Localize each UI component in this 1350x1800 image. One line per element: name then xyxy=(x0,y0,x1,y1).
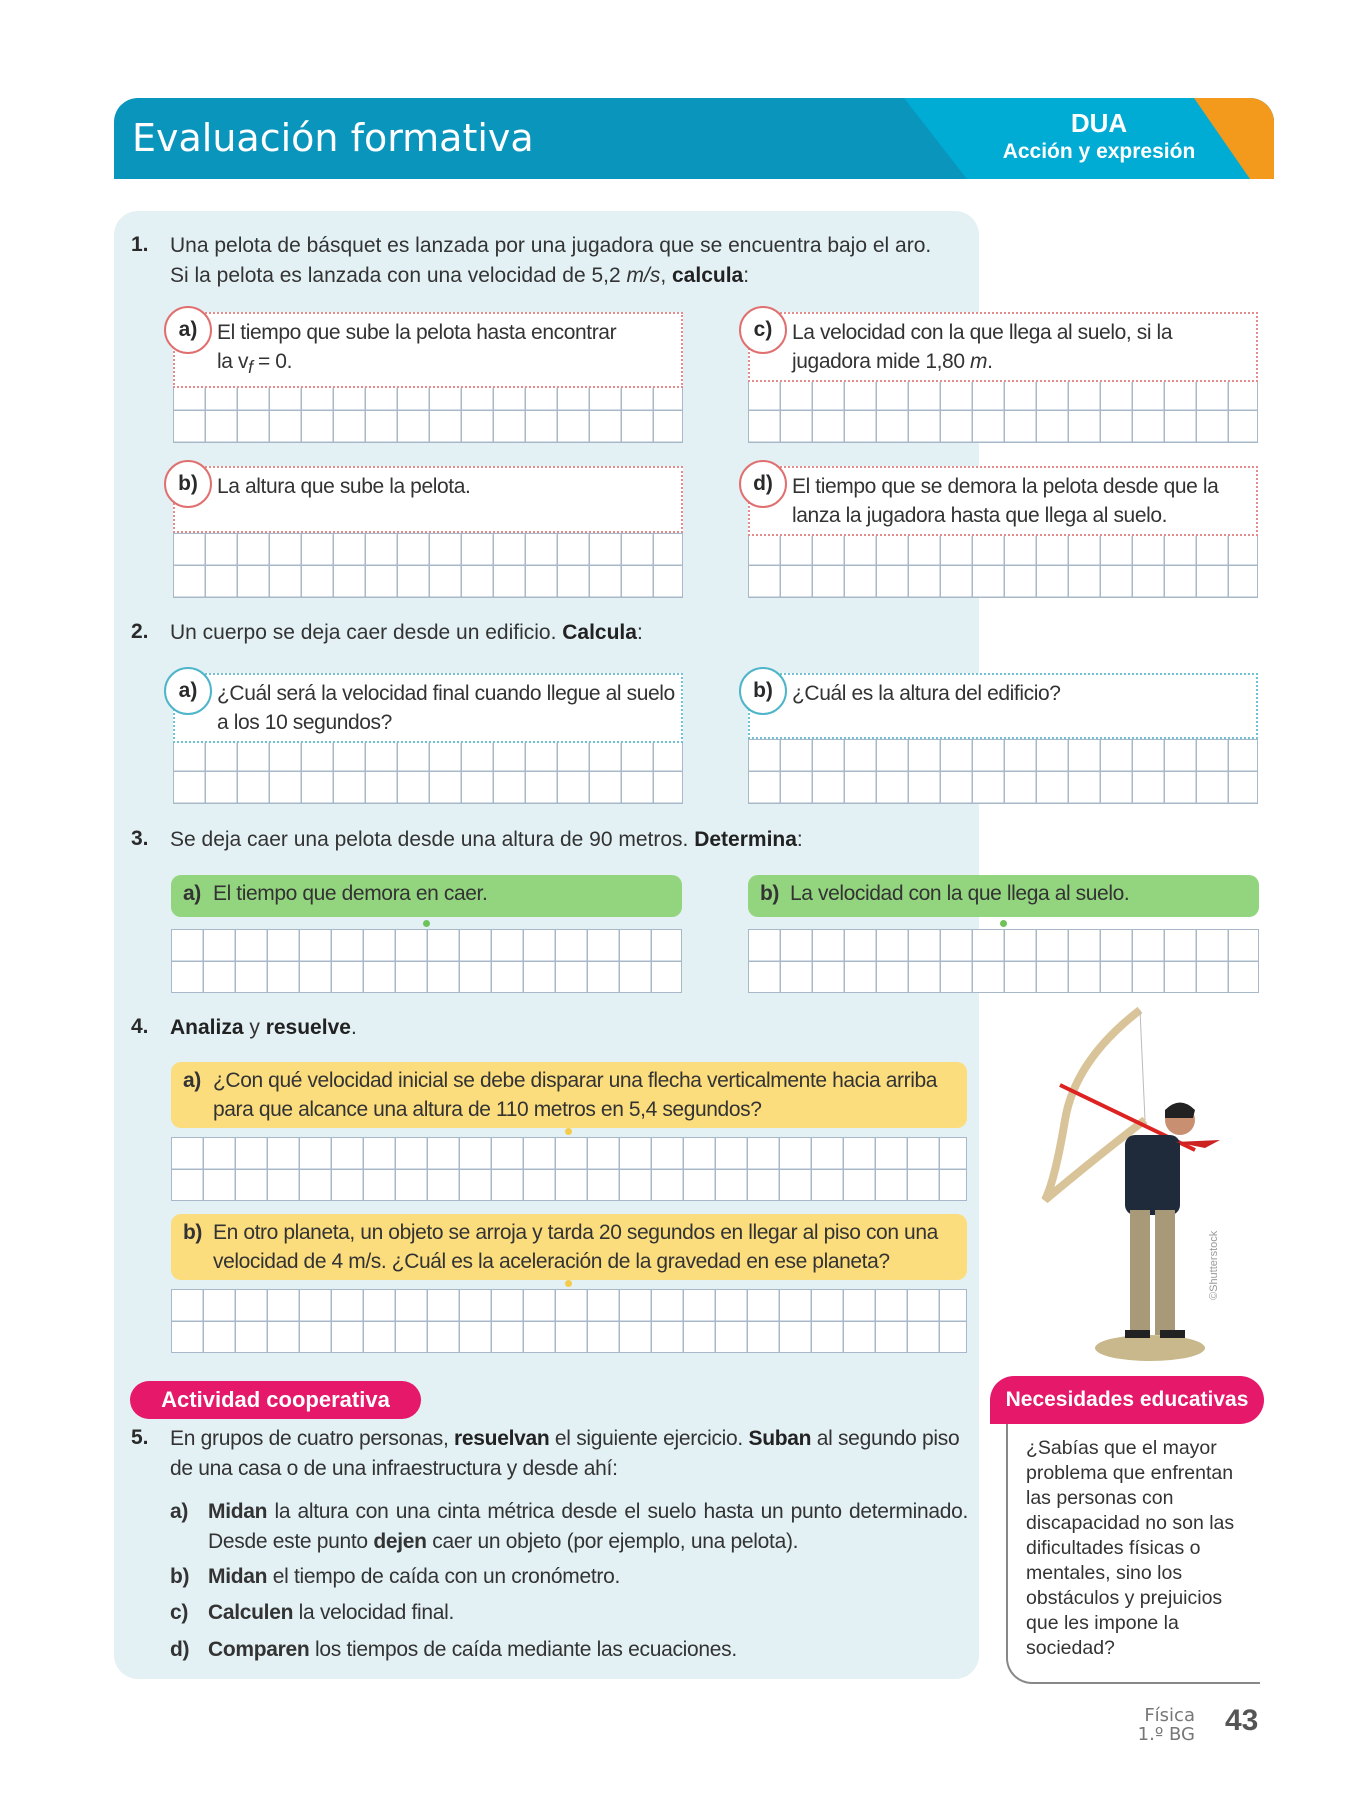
cooperative-activity-badge: Actividad cooperativa xyxy=(130,1381,421,1419)
dua-label: DUA xyxy=(1070,108,1128,138)
q2b-prompt: ¿Cuál es la altura del edificio? xyxy=(748,673,1258,739)
q1a-text2: la v xyxy=(217,350,249,373)
dua-subtitle: Acción y expresión xyxy=(1002,140,1196,163)
connector-dot xyxy=(1000,920,1007,927)
q1-line1: Una pelota de básquet es lanzada por una jugadora que se encuentra bajo el aro. xyxy=(170,234,932,257)
q4b-prompt xyxy=(171,1214,967,1280)
page-number: 43 xyxy=(1225,1704,1259,1737)
colon: : xyxy=(743,264,750,287)
subscript: f xyxy=(248,357,253,378)
q1a-text3: = 0. xyxy=(252,350,293,373)
answer-grid[interactable] xyxy=(173,533,683,598)
question-number: 1. xyxy=(131,233,149,256)
q2a-label: a) xyxy=(164,667,212,715)
item-text: el tiempo de caída con un cronómetro. xyxy=(267,1565,620,1588)
list-item xyxy=(170,1635,737,1665)
sep: , xyxy=(660,264,672,287)
q1c-prompt xyxy=(748,312,1258,382)
q1a-prompt xyxy=(173,312,683,388)
connector-dot xyxy=(565,1280,572,1287)
image-credit: ©Shutterstock xyxy=(1208,1230,1220,1300)
question-4-text xyxy=(170,1013,357,1043)
answer-grid[interactable] xyxy=(171,1137,967,1201)
q3b-prompt xyxy=(748,875,1259,917)
q1b-prompt: La altura que sube la pelota. xyxy=(173,466,683,533)
q3a-text: El tiempo que demora en caer. xyxy=(213,882,488,905)
answer-grid[interactable] xyxy=(171,1289,967,1353)
q1c-text: La velocidad con la que llega al suelo, si la xyxy=(792,321,1173,344)
item-label: d) xyxy=(170,1638,190,1661)
question-3-text xyxy=(170,825,803,855)
special-needs-header: Necesidades educativas xyxy=(990,1376,1264,1424)
q2a-prompt: ¿Cuál será la velocidad final cuando llegue al suelo a los 10 segundos? xyxy=(173,673,683,743)
item-label: a) xyxy=(170,1500,189,1523)
q1b-label: b) xyxy=(164,460,212,508)
question-number: 3. xyxy=(131,827,149,850)
subject: Física xyxy=(1144,1705,1195,1726)
answer-grid[interactable] xyxy=(171,929,682,993)
instruction: resuelvan xyxy=(454,1427,550,1450)
q1-line2: Si la pelota es lanzada con una velocidad de 5,2 xyxy=(170,264,627,287)
colon: : xyxy=(636,621,643,644)
question-2-text xyxy=(170,618,643,648)
item-text: los tiempos de caída mediante las ecuaciones. xyxy=(309,1638,737,1661)
instruction: resuelve xyxy=(265,1016,351,1039)
unit: m/s xyxy=(626,264,661,287)
unit: m xyxy=(970,350,988,373)
q4a-prompt xyxy=(171,1062,967,1128)
q3a-label: a) xyxy=(183,882,201,905)
instruction: Calcula xyxy=(562,621,637,644)
item-text: caer un objeto (por ejemplo, una pelota). xyxy=(426,1530,799,1553)
q1a-text: El tiempo que sube la pelota hasta encontrar xyxy=(217,321,617,344)
item-label: c) xyxy=(170,1601,189,1624)
q2b-label: b) xyxy=(739,667,787,715)
instruction: Midan xyxy=(208,1565,268,1588)
q4b-text: En otro planeta, un objeto se arroja y tarda 20 segundos en llegar al piso con una velocidad de 4 m/s. ¿Cuál es la aceleración de la gravedad en ese planeta? xyxy=(213,1221,938,1273)
answer-grid[interactable] xyxy=(173,739,683,804)
q1d-label: d) xyxy=(739,460,787,508)
answer-grid[interactable] xyxy=(748,929,1259,993)
q5-text: el siguiente ejercicio. xyxy=(549,1427,749,1450)
period: . xyxy=(987,350,993,373)
instruction: Comparen xyxy=(208,1638,310,1661)
q4a-text: ¿Con qué velocidad inicial se debe disparar una flecha verticalmente hacia arriba para que alcance una altura de 110 metros en 5,4 segundos? xyxy=(213,1069,938,1121)
item-label: b) xyxy=(170,1565,190,1588)
grade: 1.º BG xyxy=(1137,1724,1195,1745)
instruction: Determina xyxy=(694,828,797,851)
item-text: la altura con una cinta métrica desde el suelo hasta un punto determinado. Desde este punto xyxy=(208,1500,968,1553)
q5-text: En grupos de cuatro personas, xyxy=(170,1427,455,1450)
list-item xyxy=(170,1562,620,1592)
q3b-label: b) xyxy=(760,882,780,905)
list-item xyxy=(170,1598,455,1628)
q2-text: Un cuerpo se deja caer desde un edificio. xyxy=(170,621,563,644)
q1a-label: a) xyxy=(164,306,212,354)
conj: y xyxy=(243,1016,266,1039)
answer-grid[interactable] xyxy=(748,378,1258,443)
answer-grid[interactable] xyxy=(748,739,1258,804)
instruction: Calculen xyxy=(208,1601,294,1624)
question-number: 4. xyxy=(131,1015,149,1038)
q1d-prompt: El tiempo que se demora la pelota desde que la lanza la jugadora hasta que llega al suelo. xyxy=(748,466,1258,536)
question-number: 2. xyxy=(131,620,149,643)
question-number: 5. xyxy=(131,1426,149,1449)
q1c-text2: jugadora mide 1,80 xyxy=(792,350,971,373)
q1c-label: c) xyxy=(739,306,787,354)
question-5-text xyxy=(170,1424,970,1484)
connector-dot xyxy=(423,920,430,927)
instruction: dejen xyxy=(373,1530,427,1553)
archer-illustration xyxy=(1015,1000,1245,1365)
section-header xyxy=(114,98,1274,179)
instruction: Midan xyxy=(208,1500,268,1523)
answer-grid[interactable] xyxy=(748,533,1258,598)
q4b-label: b) xyxy=(183,1221,203,1244)
q5-text: al segundo piso de una casa o de una infraestructura y desde ahí: xyxy=(170,1427,960,1480)
item-text: la velocidad final. xyxy=(293,1601,455,1624)
period: . xyxy=(350,1016,357,1039)
instruction: Analiza xyxy=(170,1016,244,1039)
q3a-prompt xyxy=(171,875,682,917)
q4a-label: a) xyxy=(183,1069,201,1092)
q3b-text: La velocidad con la que llega al suelo. xyxy=(790,882,1130,905)
instruction: calcula xyxy=(672,264,744,287)
q3-text: Se deja caer una pelota desde una altura de 90 metros. xyxy=(170,828,695,851)
page-title: Evaluación formativa xyxy=(132,116,534,160)
colon: : xyxy=(796,828,803,851)
footer-subject xyxy=(1130,1706,1195,1744)
connector-dot xyxy=(565,1128,572,1135)
question-1-text xyxy=(170,231,970,291)
instruction: Suban xyxy=(748,1427,812,1450)
list-item xyxy=(170,1497,968,1557)
special-needs-text: ¿Sabías que el mayor problema que enfrentan las personas con discapacidad no son las dificultades físicas o mentales, sino los obstáculos y prejuicios que les impone la sociedad? xyxy=(1006,1424,1260,1684)
